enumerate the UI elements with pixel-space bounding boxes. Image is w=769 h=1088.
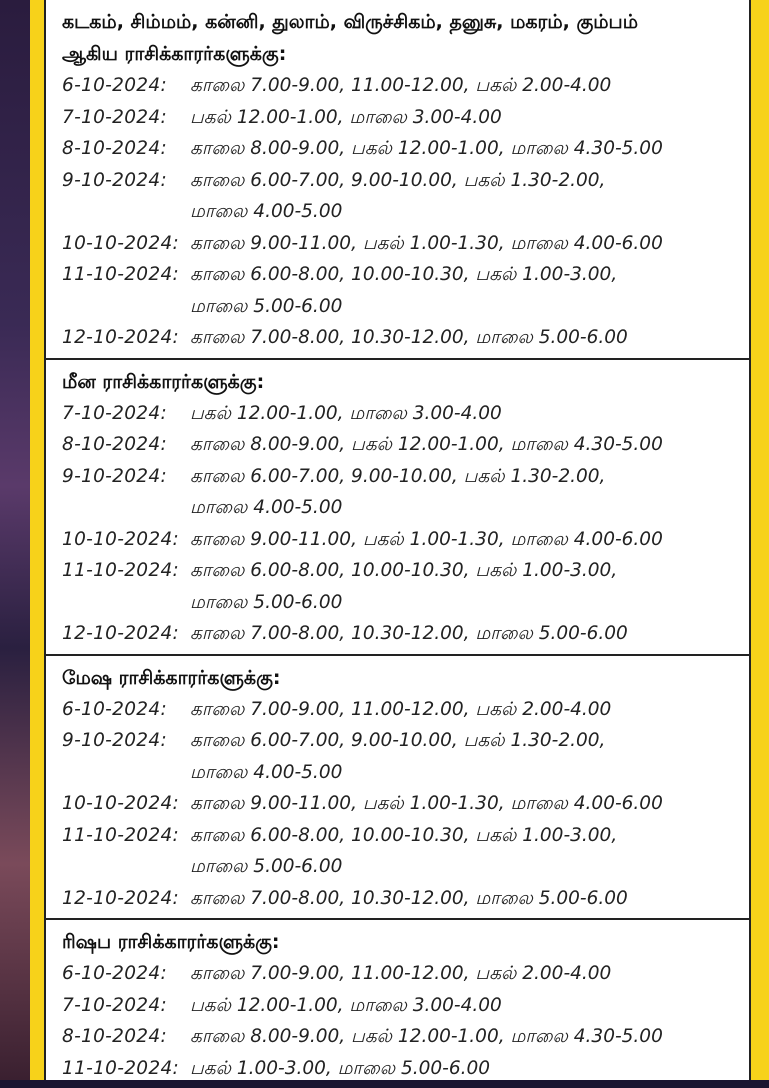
schedule-row — [46, 524, 749, 556]
section-heading: கடகம், சிம்மம், கன்னி, துலாம், விருச்சிகம், தனுசு, மகரம், கும்பம் — [62, 11, 638, 33]
schedule-row — [46, 618, 749, 650]
schedule-date: 12-10-2024: — [62, 623, 180, 644]
schedule-row — [46, 820, 749, 852]
schedule-date: 7-10-2024: — [62, 994, 167, 1016]
schedule-row — [46, 398, 749, 430]
schedule-times-continued: மாலை 5.00-6.00 — [190, 591, 343, 613]
schedule-times: காலை 6.00-8.00, 10.00-10.30, பகல் 1.00-3.00, — [190, 560, 618, 581]
zodiac-section — [46, 360, 749, 656]
schedule-times: காலை 9.00-11.00, பகல் 1.00-1.30, மாலை 4.00-6.00 — [190, 528, 663, 550]
schedule-times: காலை 8.00-9.00, பகல் 12.00-1.00, மாலை 4.30-5.00 — [190, 138, 663, 159]
schedule-date: 6-10-2024: — [62, 963, 167, 984]
schedule-times-continued: மாலை 4.00-5.00 — [190, 761, 343, 783]
schedule-date: 10-10-2024: — [62, 793, 180, 814]
schedule-times: காலை 8.00-9.00, பகல் 12.00-1.00, மாலை 4.30-5.00 — [190, 434, 663, 455]
schedule-date: 10-10-2024: — [62, 528, 180, 550]
section-heading: ஆகிய ராசிக்காரர்களுக்கு: — [62, 43, 287, 65]
schedule-row — [46, 555, 749, 587]
schedule-times: காலை 9.00-11.00, பகல் 1.00-1.30, மாலை 4.00-6.00 — [190, 793, 663, 814]
schedule-row — [46, 725, 749, 757]
schedule-card — [44, 0, 751, 1080]
schedule-row — [46, 322, 749, 354]
schedule-times-continued: மாலை 4.00-5.00 — [190, 201, 343, 222]
schedule-row — [46, 461, 749, 493]
zodiac-section — [46, 656, 749, 921]
section-heading: மீன ராசிக்காரர்களுக்கு: — [62, 370, 265, 393]
schedule-date: 11-10-2024: — [62, 824, 180, 846]
schedule-times: காலை 7.00-8.00, 10.30-12.00, மாலை 5.00-6.00 — [190, 327, 628, 348]
schedule-times: காலை 6.00-7.00, 9.00-10.00, பகல் 1.30-2.00, — [190, 169, 606, 191]
schedule-times: காலை 7.00-8.00, 10.30-12.00, மாலை 5.00-6.00 — [190, 623, 628, 644]
schedule-times: பகல் 12.00-1.00, மாலை 3.00-4.00 — [190, 994, 502, 1016]
schedule-times: காலை 7.00-8.00, 10.30-12.00, மாலை 5.00-6.00 — [190, 887, 628, 909]
schedule-times: பகல் 12.00-1.00, மாலை 3.00-4.00 — [190, 402, 502, 424]
schedule-date: 9-10-2024: — [62, 169, 167, 191]
schedule-row — [46, 70, 749, 102]
zodiac-section — [46, 0, 749, 360]
schedule-row — [46, 429, 749, 461]
schedule-times: பகல் 1.00-3.00, மாலை 5.00-6.00 — [190, 1057, 491, 1079]
schedule-times: காலை 7.00-9.00, 11.00-12.00, பகல் 2.00-4.00 — [190, 75, 612, 96]
schedule-date: 8-10-2024: — [62, 138, 167, 159]
schedule-times: காலை 6.00-8.00, 10.00-10.30, பகல் 1.00-3.00, — [190, 264, 618, 285]
schedule-row — [46, 102, 749, 134]
schedule-date: 12-10-2024: — [62, 327, 180, 348]
schedule-row — [46, 990, 749, 1022]
section-heading: மேஷ ராசிக்காரர்களுக்கு: — [62, 666, 281, 689]
schedule-date: 7-10-2024: — [62, 106, 167, 128]
schedule-row — [46, 1053, 749, 1085]
schedule-date: 8-10-2024: — [62, 1026, 167, 1047]
schedule-row — [46, 259, 749, 291]
schedule-row — [46, 165, 749, 197]
schedule-date: 6-10-2024: — [62, 75, 167, 96]
schedule-date: 7-10-2024: — [62, 402, 167, 424]
schedule-date: 12-10-2024: — [62, 887, 180, 909]
schedule-times: காலை 7.00-9.00, 11.00-12.00, பகல் 2.00-4.00 — [190, 698, 612, 720]
schedule-times: பகல் 12.00-1.00, மாலை 3.00-4.00 — [190, 106, 502, 128]
schedule-date: 6-10-2024: — [62, 698, 167, 720]
schedule-row — [46, 958, 749, 990]
schedule-date: 10-10-2024: — [62, 232, 180, 254]
schedule-date: 11-10-2024: — [62, 264, 180, 285]
schedule-date: 9-10-2024: — [62, 730, 167, 751]
schedule-times: காலை 6.00-8.00, 10.00-10.30, பகல் 1.00-3.00, — [190, 824, 618, 846]
schedule-row — [46, 228, 749, 260]
schedule-date: 11-10-2024: — [62, 560, 180, 581]
schedule-row — [46, 1021, 749, 1053]
schedule-row — [46, 883, 749, 915]
schedule-times-continued: மாலை 5.00-6.00 — [190, 856, 343, 877]
schedule-times-continued: மாலை 4.00-5.00 — [190, 497, 343, 518]
schedule-date: 8-10-2024: — [62, 434, 167, 455]
schedule-times: காலை 9.00-11.00, பகல் 1.00-1.30, மாலை 4.00-6.00 — [190, 232, 663, 254]
schedule-row — [46, 694, 749, 726]
schedule-date: 11-10-2024: — [62, 1057, 180, 1079]
schedule-times: காலை 6.00-7.00, 9.00-10.00, பகல் 1.30-2.00, — [190, 730, 606, 751]
schedule-row — [46, 788, 749, 820]
schedule-times-continued: மாலை 5.00-6.00 — [190, 295, 343, 317]
schedule-times: காலை 7.00-9.00, 11.00-12.00, பகல் 2.00-4.00 — [190, 963, 612, 984]
schedule-date: 9-10-2024: — [62, 465, 167, 487]
section-heading: ரிஷப ராசிக்காரர்களுக்கு: — [62, 931, 280, 953]
zodiac-section — [46, 920, 749, 1088]
schedule-row — [46, 133, 749, 165]
schedule-times: காலை 6.00-7.00, 9.00-10.00, பகல் 1.30-2.00, — [190, 465, 606, 487]
schedule-times: காலை 8.00-9.00, பகல் 12.00-1.00, மாலை 4.30-5.00 — [190, 1026, 663, 1047]
